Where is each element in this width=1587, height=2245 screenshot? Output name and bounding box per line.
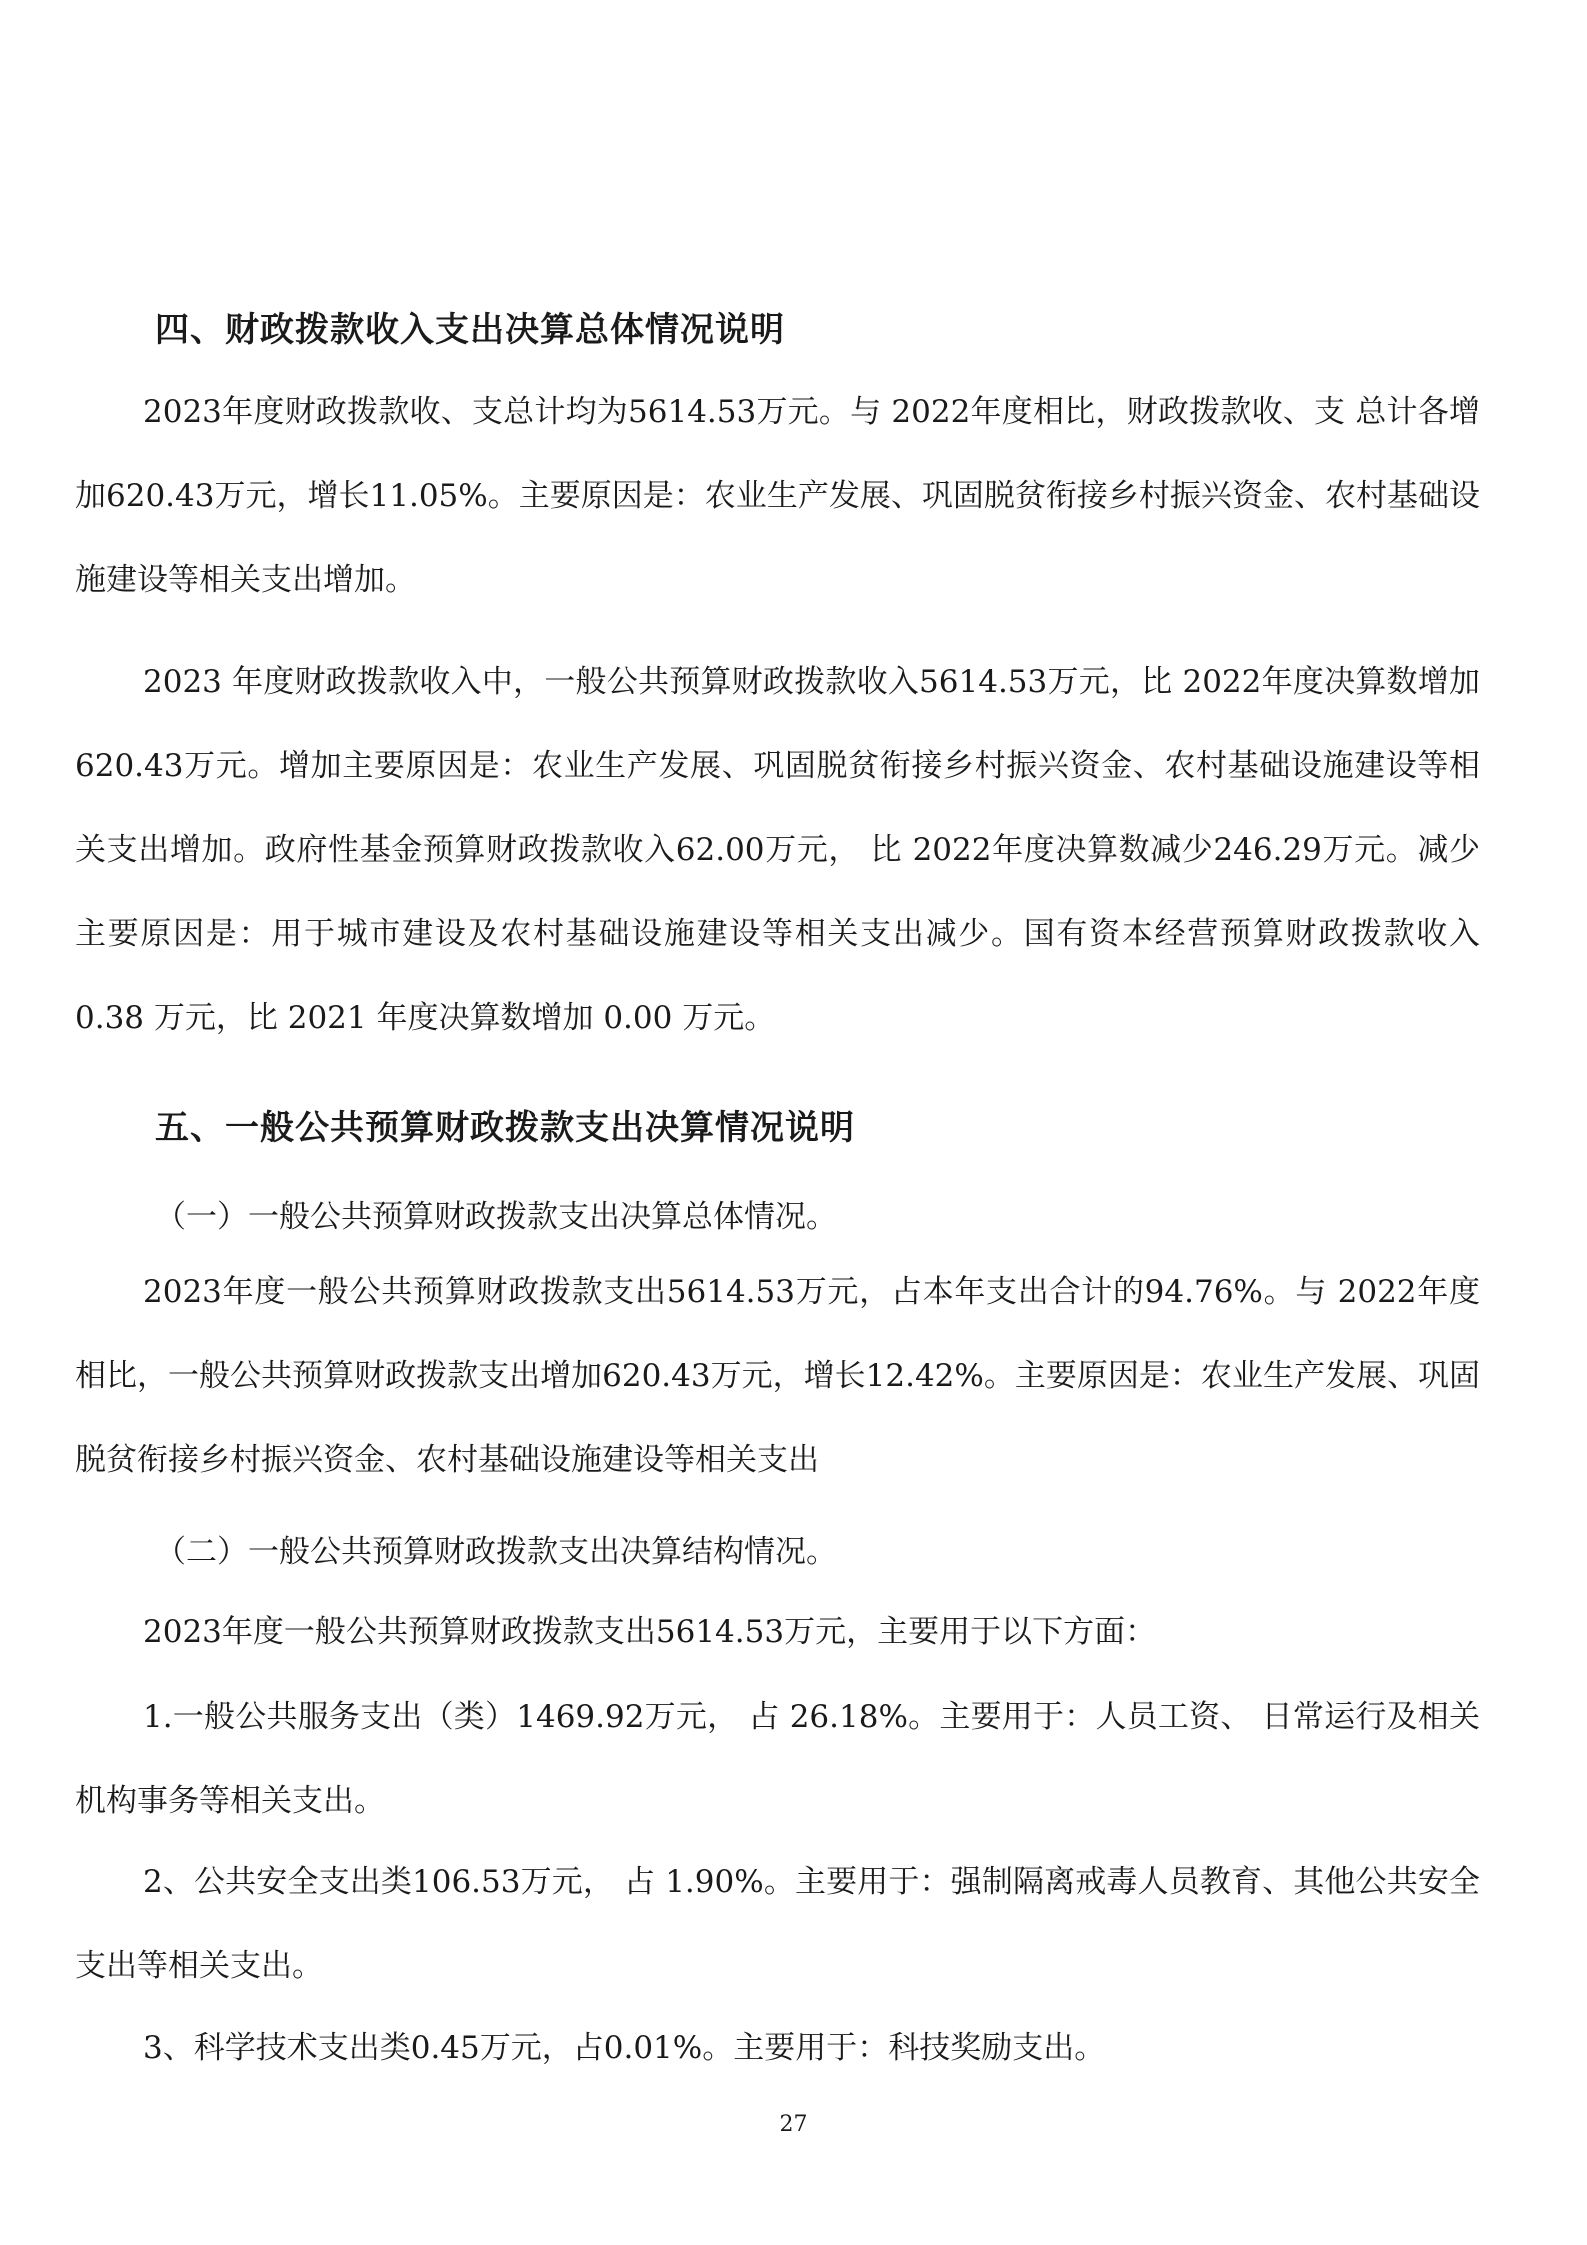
expenditure-item-1: 1.一般公共服务支出（类）1469.92万元， 占 26.18%。主要用于：人员工资、 日常运行及相关机构事务等相关支出。 — [75, 1699, 1480, 1819]
section-5-subheading-1: （一）一般公共预算财政拨款支出决算总体情况。 — [155, 1199, 837, 1235]
section-5-paragraph-1: 2023年度一般公共预算财政拨款支出5614.53万元，占本年支出合计的94.76%。与 2022年度相比，一般公共预算财政拨款支出增加620.43万元，增长12.42%。主要原因是：农业生产发展、巩固脱贫衔接乡村振兴资金、农村基础设施建设等相关支出 — [75, 1274, 1480, 1478]
section-5-paragraph-2: 2023年度一般公共预算财政拨款支出5614.53万元，主要用于以下方面： — [143, 1614, 1157, 1650]
section-4-heading: 四、财政拨款收入支出决算总体情况说明 — [155, 310, 785, 350]
section-4-paragraph-1: 2023年度财政拨款收、支总计均为5614.53万元。与 2022年度相比，财政拨款收、支 总计各增加620.43万元，增长11.05%。主要原因是：农业生产发展、巩固脱贫衔接乡村振兴资金、农村基础设施建设等相关支出增加。 — [75, 394, 1480, 598]
expenditure-item-2: 2、公共安全支出类106.53万元， 占 1.90%。主要用于：强制隔离戒毒人员教育、其他公共安全支出等相关支出。 — [75, 1864, 1480, 1984]
section-4-paragraph-2: 2023 年度财政拨款收入中，一般公共预算财政拨款收入5614.53万元，比 2022年度决算数增加620.43万元。增加主要原因是：农业生产发展、巩固脱贫衔接乡村振兴资金、农村基础设施建设等相关支出增加。政府性基金预算财政拨款收入62.00万元， 比 2022年度决算数减少246.29万元。减少主要原因是：用于城市建设及农村基础设施建设等相关支出减少。国有资本经营预算财政拨款收入 0.38 万元，比 2021 年度决算数增加 0.00 万元。 — [75, 664, 1480, 1036]
section-5-heading: 五、一般公共预算财政拨款支出决算情况说明 — [155, 1108, 855, 1148]
expenditure-item-3: 3、科学技术支出类0.45万元，占0.01%。主要用于：科技奖励支出。 — [143, 2030, 1106, 2066]
page-number: 27 — [779, 2112, 808, 2137]
section-5-subheading-2: （二）一般公共预算财政拨款支出决算结构情况。 — [155, 1534, 837, 1570]
